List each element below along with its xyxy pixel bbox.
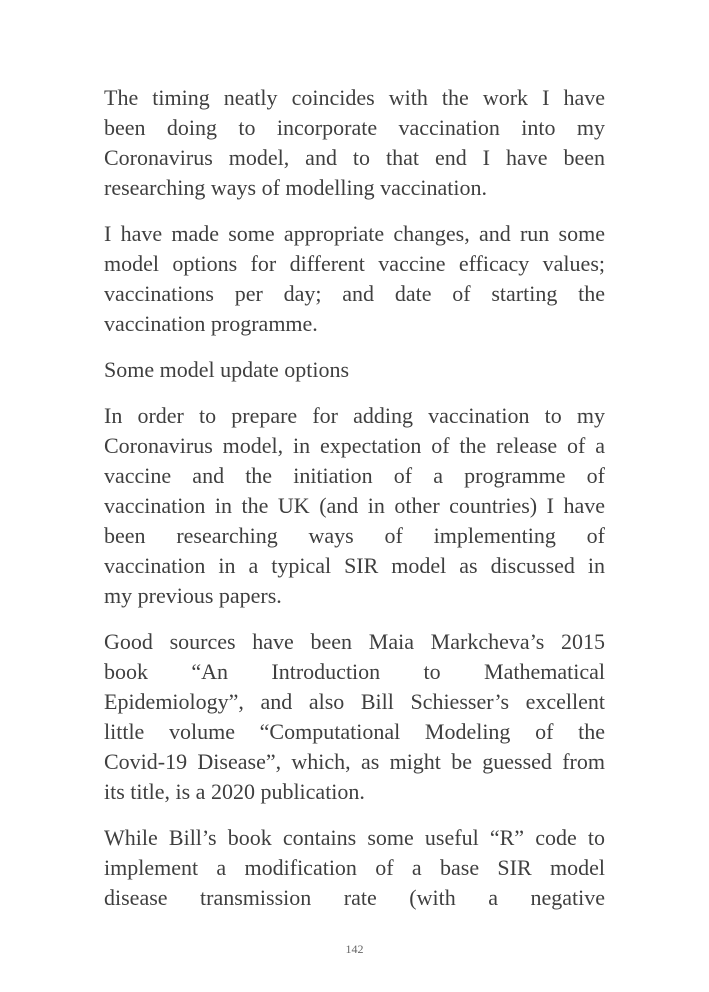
text-line: been researching ways of implementing of bbox=[104, 523, 605, 548]
paragraph bbox=[104, 83, 605, 203]
paragraph bbox=[104, 823, 605, 913]
text-line: my previous papers. bbox=[104, 583, 282, 608]
text-line: been doing to incorporate vaccination into my bbox=[104, 115, 605, 140]
text-line: its title, is a 2020 publication. bbox=[104, 779, 365, 804]
text-line: Epidemiology”, and also Bill Schiesser’s excellent bbox=[104, 689, 605, 714]
text-line: I have made some appropriate changes, and run some bbox=[104, 221, 605, 246]
text-line: vaccination programme. bbox=[104, 311, 318, 336]
text-line: model options for different vaccine efficacy values; bbox=[104, 251, 605, 276]
text-line: Some model update options bbox=[104, 357, 350, 382]
text-line: little volume “Computational Modeling of the bbox=[104, 719, 605, 744]
section-heading bbox=[104, 355, 605, 385]
text-line: The timing neatly coincides with the work I have bbox=[104, 85, 605, 110]
page-number: 142 bbox=[345, 942, 364, 956]
text-line: vaccinations per day; and date of starting the bbox=[104, 281, 605, 306]
text-line: Good sources have been Maia Markcheva’s 2015 bbox=[104, 629, 605, 654]
text-line: researching ways of modelling vaccination. bbox=[104, 175, 488, 200]
text-line: book “An Introduction to Mathematical bbox=[104, 659, 605, 684]
paragraph bbox=[104, 219, 605, 339]
text-line: Coronavirus model, and to that end I have been bbox=[104, 145, 605, 170]
text-line: While Bill’s book contains some useful “R” code to bbox=[104, 825, 605, 850]
text-line: disease transmission rate (with a negative bbox=[104, 885, 605, 910]
text-line: vaccination in a typical SIR model as discussed in bbox=[104, 553, 605, 578]
text-line: In order to prepare for adding vaccination to my bbox=[104, 403, 605, 428]
paragraph bbox=[104, 401, 605, 611]
page-body bbox=[104, 83, 605, 929]
text-line: Coronavirus model, in expectation of the release of a bbox=[104, 433, 605, 458]
text-line: implement a modification of a base SIR model bbox=[104, 855, 605, 880]
text-line: vaccine and the initiation of a programme of bbox=[104, 463, 605, 488]
text-line: Covid-19 Disease”, which, as might be guessed from bbox=[104, 749, 605, 774]
text-line: vaccination in the UK (and in other countries) I have bbox=[104, 493, 605, 518]
paragraph bbox=[104, 627, 605, 807]
